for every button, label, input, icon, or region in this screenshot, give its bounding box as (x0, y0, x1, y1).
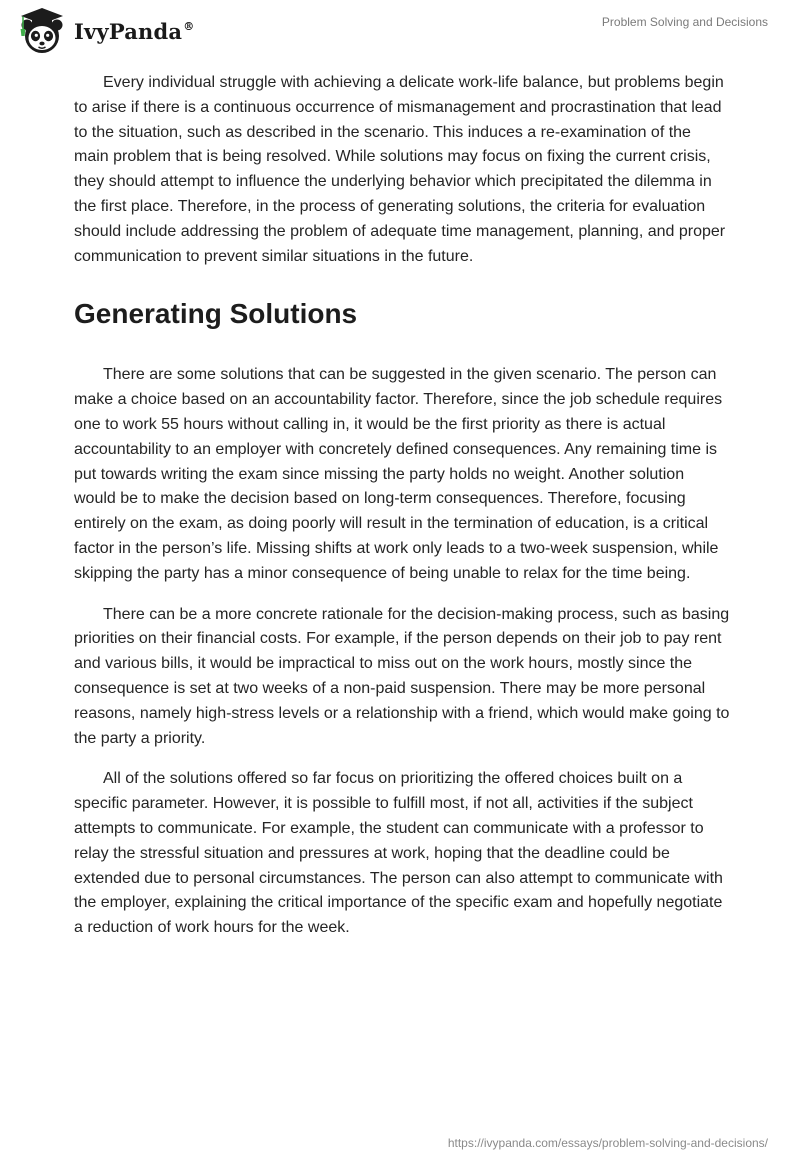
page-header (0, 0, 800, 60)
ivypanda-logo[interactable] (14, 6, 194, 56)
source-url-link[interactable]: https://ivypanda.com/essays/problem-solving-and-decisions/ (447, 1136, 768, 1150)
panda-graduation-cap-icon (14, 6, 72, 56)
body-paragraph-2: There can be a more concrete rationale for the decision-making process, such as basing priorities on their financial costs. For example, if the person depends on their job to pay rent and various bills, it would be impractical to miss out on the work hours, mostly since the consequence is set at two weeks of a non-paid suspension. There may be more personal reasons, namely high-stress levels or a relationship with a friend, which would make going to the party a priority. (74, 605, 730, 747)
registered-mark: ® (183, 19, 195, 33)
intro-paragraph: Every individual struggle with achieving a delicate work-life balance, but problems begin to arise if there is a continuous occurrence of mismanagement and procrastination that lead to the situation, such as described in the scenario. This induces a re-examination of the main problem that is being resolved. While solutions may focus on fixing the current crisis, they should attempt to influence the underlying behavior which precipitated the dilemma in the first place. Therefore, in the process of generating solutions, the criteria for evaluation should include addressing the problem of adequate time management, planning, and proper communication to prevent similar situations in the future. (74, 74, 726, 265)
brand-name: IvyPanda® (74, 18, 195, 44)
body-paragraph-1: There are some solutions that can be suggested in the given scenario. The person can make a choice based on an accountability factor. Therefore, since the job schedule requires one to work 55 hours without calling in, it would be the first priority as there is actual accountability to an employer with concretely defined consequences. Any remaining time is put towards writing the exam since missing the party holds no weight. Another solution would be to make the decision based on long-term consequences. Therefore, focusing entirely on the exam, as doing poorly will result in the termination of education, is a critical factor in the person’s life. Missing shifts at work only leads to a two-week suspension, while skipping the party has a minor consequence of being unable to relax for the time being. (74, 366, 723, 582)
body-paragraph-3: All of the solutions offered so far focus on prioritizing the offered choices built on a specific parameter. However, it is possible to fulfill most, if not all, activities if the subject attempts to communicate. For example, the student can communicate with a professor to relay the stressful situation and pressures at work, hoping that the deadline could be extended due to personal circumstances. The person can also attempt to communicate with the employer, explaining the critical importance of the specific exam and hopefully negotiate a reduction of work hours for the week. (74, 770, 723, 937)
essay-body (74, 71, 730, 957)
section-heading: Generating Solutions (74, 298, 358, 330)
document-title: Problem Solving and Decisions (601, 15, 768, 29)
